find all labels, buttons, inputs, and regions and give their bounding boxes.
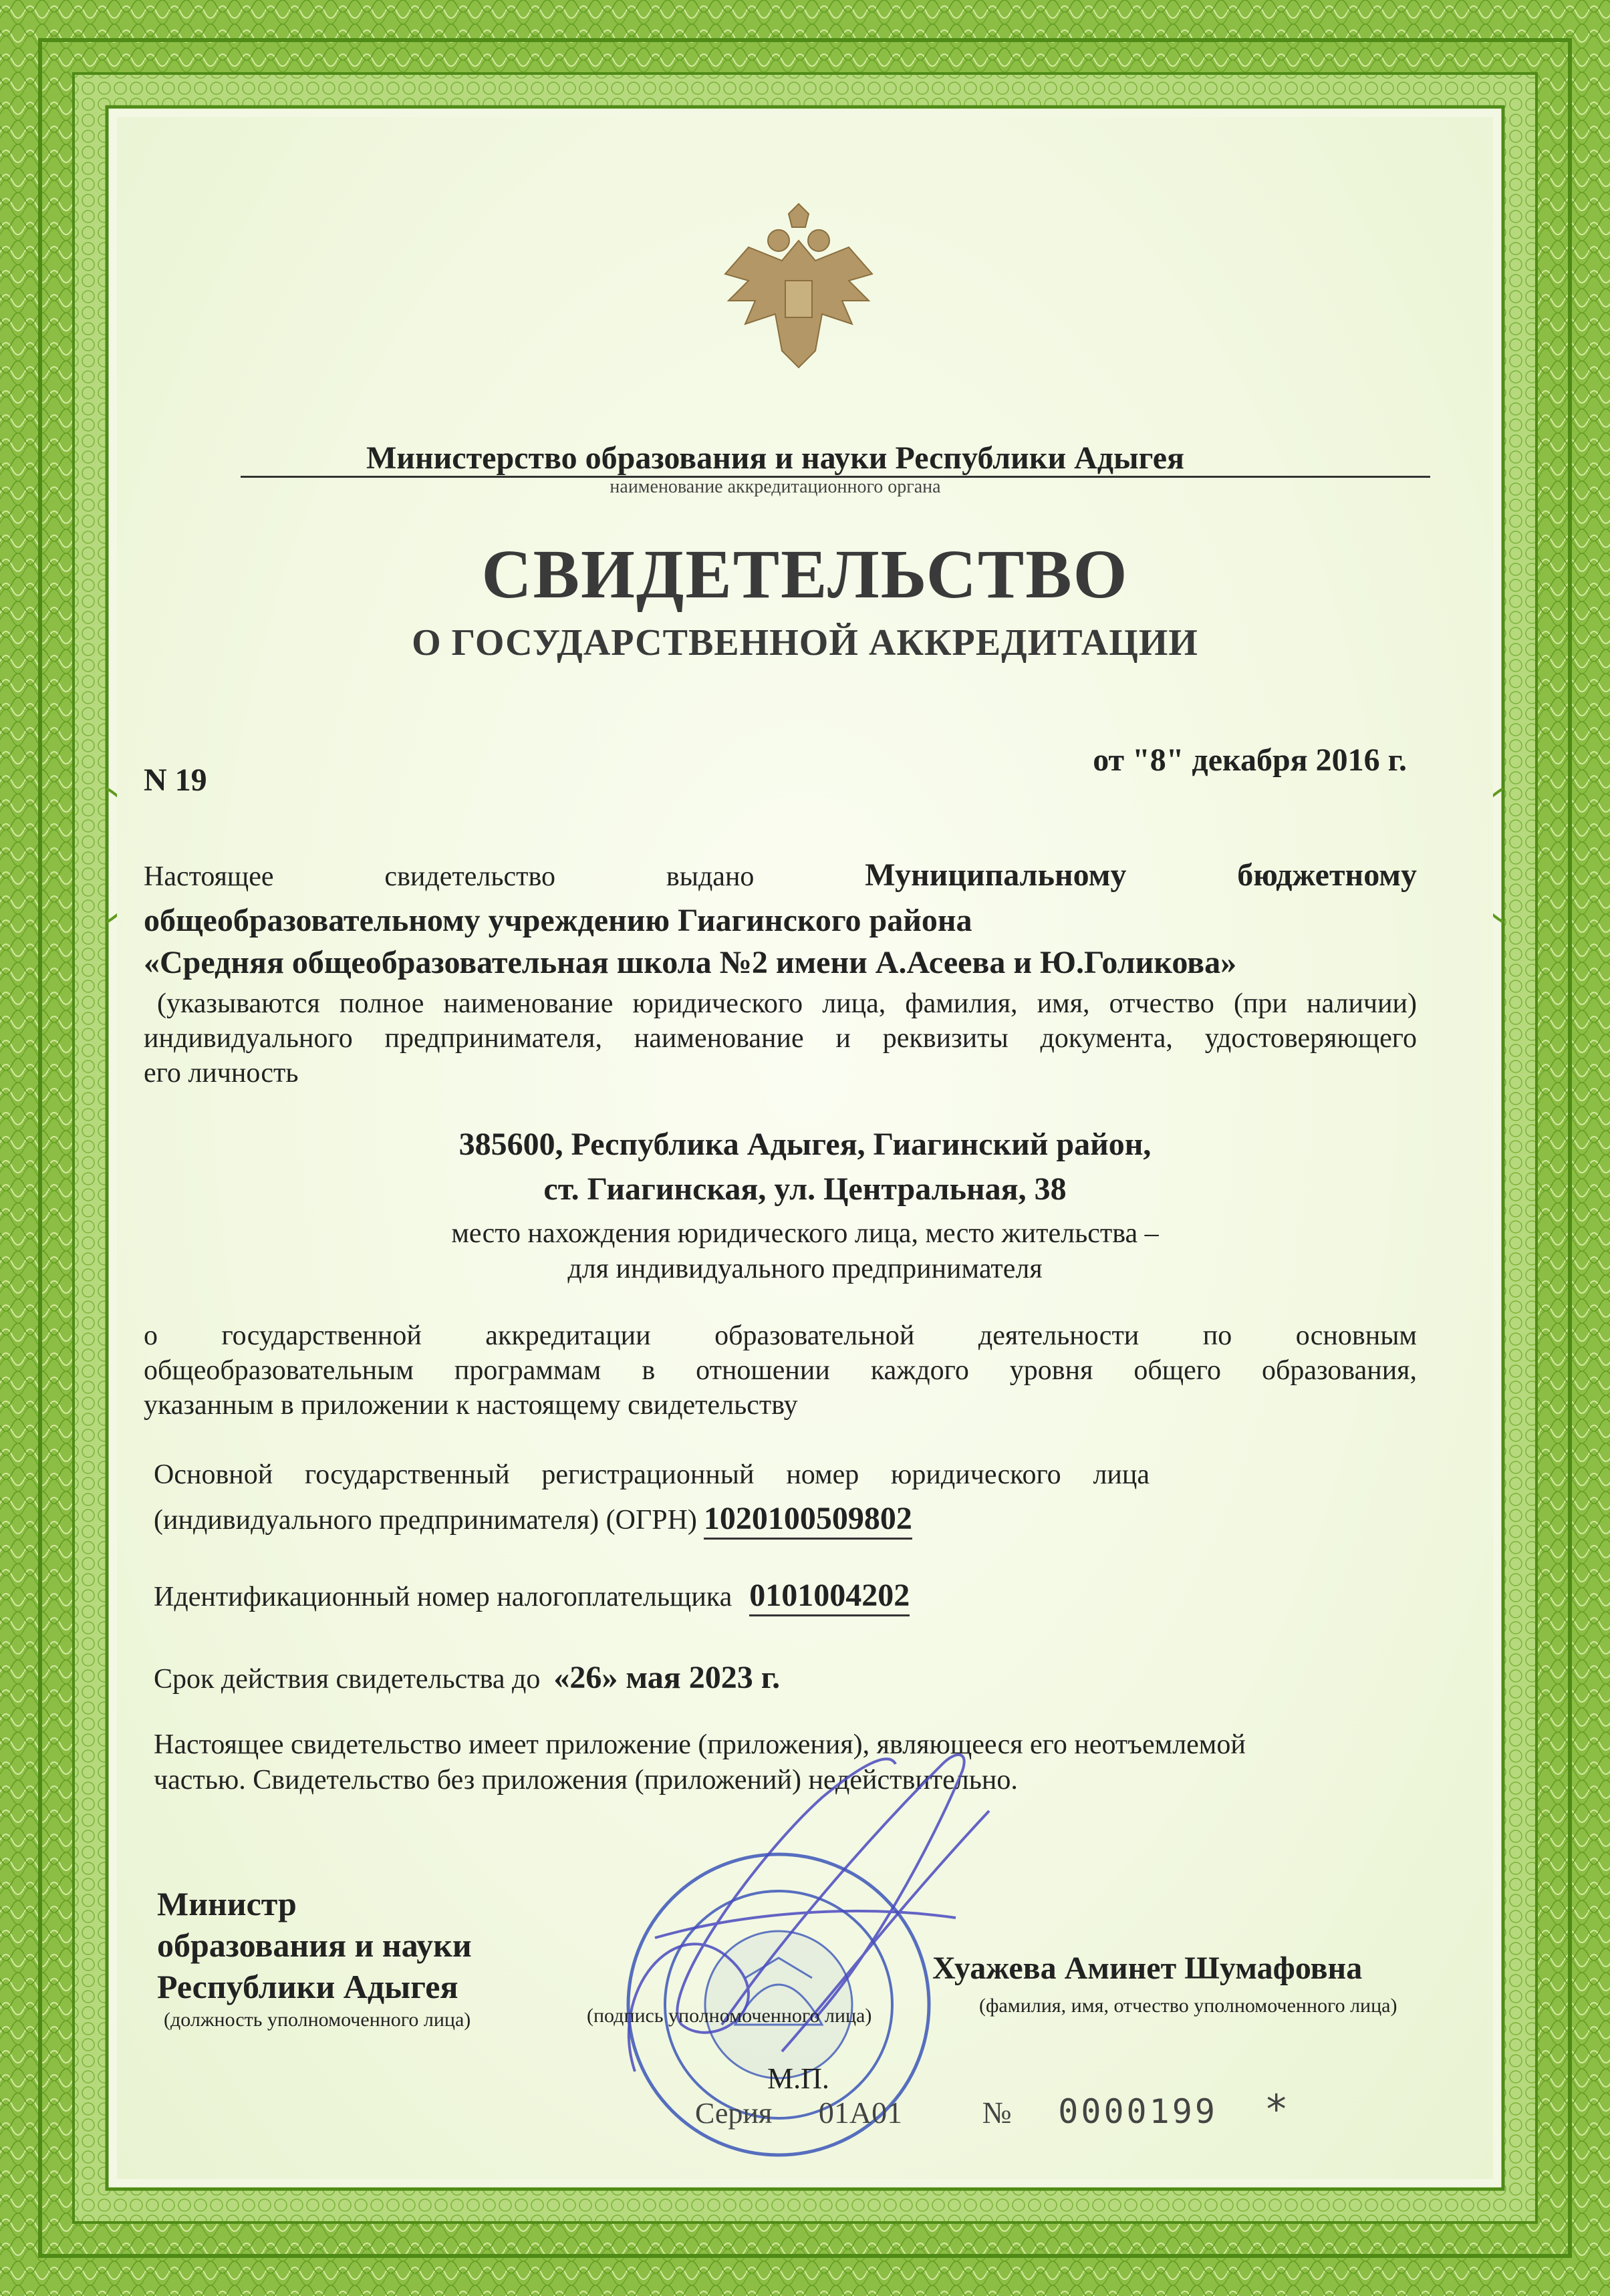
organization-name-line-2: общеобразовательному учреждению Гиагинского района xyxy=(144,903,972,938)
signatory-name: Хуажева Аминет Шумафовна xyxy=(932,1951,1363,1986)
ogrn-label-line-2: (индивидуального предпринимателя) (ОГРН) xyxy=(154,1505,697,1536)
validity-line xyxy=(154,1659,780,1696)
document-title: СВИДЕТЕЛЬСТВО xyxy=(481,536,1129,613)
certificate-date: от "8" декабря 2016 г. xyxy=(1093,742,1407,778)
name-caption: (фамилия, имя, отчество уполномоченного лица) xyxy=(979,1995,1397,2017)
address-line-2: ст. Гиагинская, ул. Центральная, 38 xyxy=(543,1171,1067,1207)
authority-name: Министерство образования и науки Республики Адыгея xyxy=(366,440,1184,476)
appendix-line-1: Настоящее свидетельство имеет приложение (приложения), являющееся его неотъемлемой xyxy=(154,1729,1246,1760)
serial-mark: * xyxy=(1264,2086,1289,2133)
validity-value: «26» мая 2023 г. xyxy=(553,1660,781,1695)
handwritten-signature xyxy=(581,1737,1063,2112)
issued-note-line-2: индивидуального предпринимателя, наименование и реквизиты документа, удостоверяющего xyxy=(144,1023,1417,1054)
validity-label: Срок действия свидетельства до xyxy=(154,1664,541,1695)
organization-name-line-3: «Средняя общеобразовательная школа №2 имени А.Асеева и Ю.Голикова» xyxy=(144,945,1237,980)
signature-caption: (подпись уполномоченного лица) xyxy=(587,2005,872,2027)
scope-line-1: о государственной аккредитации образовательной деятельности по основным xyxy=(144,1320,1417,1351)
document-subtitle: О ГОСУДАРСТВЕННОЙ АККРЕДИТАЦИИ xyxy=(412,622,1198,664)
issued-line-1 xyxy=(144,857,1417,893)
issued-word: Настоящее xyxy=(144,861,274,892)
stamp-place-mark: М.П. xyxy=(767,2062,829,2095)
ogrn-value: 1020100509802 xyxy=(704,1501,912,1540)
address-caption-1: место нахождения юридического лица, место жительства – xyxy=(451,1218,1159,1249)
authority-caption: наименование аккредитационного органа xyxy=(610,476,941,497)
appendix-line-2: частью. Свидетельство без приложения (приложений) недействительно. xyxy=(154,1765,1018,1796)
scope-line-2: общеобразовательным программам в отношении каждого уровня общего образования, xyxy=(144,1355,1417,1386)
position-line: образования и науки xyxy=(157,1926,472,1964)
address-caption-2: для индивидуального предпринимателя xyxy=(567,1254,1043,1284)
issued-word: бюджетному xyxy=(1237,857,1417,893)
issued-word: свидетельство xyxy=(384,861,556,892)
issued-word: Муниципальному xyxy=(865,857,1127,893)
number-label: № xyxy=(982,2096,1012,2130)
ogrn-line xyxy=(154,1500,912,1537)
ogrn-label-line-1: Основной государственный регистрационный номер юридического лица xyxy=(154,1459,1150,1490)
position-line: Министр xyxy=(157,1885,297,1922)
scope-line-3: указанным в приложении к настоящему свидетельству xyxy=(144,1390,798,1421)
inn-label: Идентификационный номер налогоплательщика xyxy=(154,1582,732,1612)
position-line: Республики Адыгея xyxy=(157,1968,458,2005)
double-headed-eagle-icon xyxy=(708,200,889,381)
issued-note-line-1: (указываются полное наименование юридического лица, фамилия, имя, отчество (при наличии) xyxy=(157,988,1417,1019)
issued-note-line-3: его личность xyxy=(144,1058,299,1089)
inn-value: 0101004202 xyxy=(749,1578,910,1616)
issued-word: выдано xyxy=(666,861,755,892)
signatory-position xyxy=(157,1883,472,2007)
position-caption: (должность уполномоченного лица) xyxy=(164,2009,471,2031)
series-value: 01А01 xyxy=(818,2096,903,2130)
series-label: Серия xyxy=(695,2097,773,2130)
address-line-1: 385600, Республика Адыгея, Гиагинский район, xyxy=(458,1127,1152,1162)
serial-number: 0000199 xyxy=(1058,2092,1218,2131)
inn-line xyxy=(154,1577,910,1614)
serial-line xyxy=(695,2086,1289,2133)
certificate-number: N 19 xyxy=(144,762,207,798)
